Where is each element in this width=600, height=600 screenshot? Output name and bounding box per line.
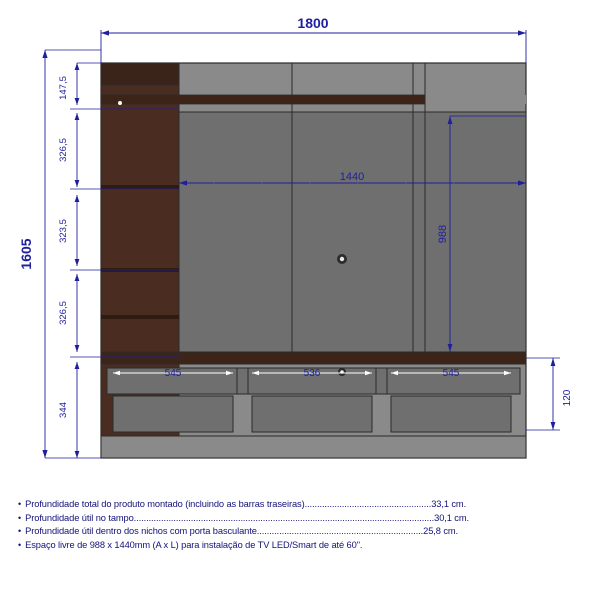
bullet-icon: • (18, 539, 22, 550)
left-shelf-3 (101, 315, 179, 319)
note-item (18, 525, 582, 539)
note-text: Profundidade útil no tampo.........................................................................................................................30,1 cm. (25, 512, 469, 523)
bullet-icon: • (18, 499, 22, 509)
handle-dot-top (118, 101, 122, 105)
arrow-top-left (101, 30, 109, 35)
base-strip (101, 436, 526, 458)
label-left-seg-2: 323,5 (58, 219, 69, 243)
left-column-top (101, 63, 179, 85)
label-right-120: 120 (562, 389, 573, 407)
furniture-body (101, 63, 526, 458)
arrow-s2a (75, 195, 80, 202)
label-left-seg-3: 326,5 (58, 301, 69, 325)
arrow-s0a (75, 63, 80, 70)
notes-list (0, 498, 600, 552)
arrow-top-right (518, 30, 526, 35)
label-inner-height: 988 (437, 224, 449, 244)
top-shelf (101, 95, 425, 104)
arrow-s4a (75, 362, 80, 369)
label-shelf-left: 545 (164, 368, 182, 379)
label-inner-width: 1440 (339, 171, 365, 183)
arrow-h-top (42, 50, 47, 58)
niche-left (113, 396, 233, 432)
tv-area (179, 112, 526, 352)
note-item (18, 498, 582, 512)
label-shelf-center: 536 (303, 368, 321, 379)
top-shelf-right-gap (425, 95, 526, 104)
arrow-r120-bottom (551, 422, 556, 430)
arrow-s1a (75, 113, 80, 120)
niche-right (391, 396, 511, 432)
note-item (18, 512, 582, 526)
label-top-section: 147,5 (58, 76, 69, 100)
arrow-s2b (75, 259, 80, 266)
left-shelf-1 (101, 185, 179, 189)
note-text: Espaço livre de 988 x 1440mm (A x L) para instalação de TV LED/Smart de até 60". (25, 539, 363, 550)
note-item (18, 539, 582, 553)
bullet-icon: • (18, 526, 22, 536)
niche-center (252, 396, 372, 432)
note-text: Profundidade total do produto montado (incluindo as barras traseiras)...................................................33,1 cm. (25, 499, 467, 509)
label-shelf-right: 545 (442, 368, 460, 379)
arrow-h-bottom (42, 450, 47, 458)
label-bottom-section: 344 (58, 402, 69, 418)
center-mount-inner (340, 257, 344, 261)
note-text: Profundidade útil dentro dos nichos com porta basculante...................................................................25,8 cm. (25, 526, 458, 536)
arrow-s3a (75, 274, 80, 281)
arrow-s1b (75, 180, 80, 187)
arrow-s4b (75, 451, 80, 458)
arrow-s0b (75, 98, 80, 105)
label-overall-height: 1605 (18, 238, 34, 270)
arrow-r120-top (551, 358, 556, 366)
bullet-icon: • (18, 512, 22, 523)
label-top-width: 1800 (297, 15, 329, 31)
arrow-s3b (75, 345, 80, 352)
counter-top (101, 352, 526, 364)
label-left-seg-1: 326,5 (58, 138, 69, 162)
